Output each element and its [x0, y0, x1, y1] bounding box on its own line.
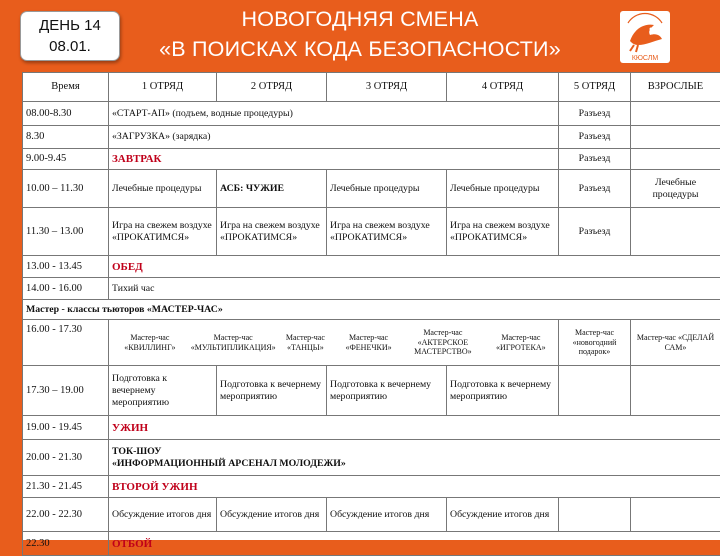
- time-cell: 19.00 - 19.45: [23, 416, 109, 440]
- table-row: [23, 256, 720, 278]
- table-row: [23, 300, 720, 320]
- unit3-cell: Обсуждение итогов дня: [327, 498, 447, 532]
- talk-show-title: «ИНФОРМАЦИОННЫЙ АРСЕНАЛ МОЛОДЕЖИ»: [112, 458, 717, 470]
- adults-cell: [631, 126, 720, 149]
- activity-cell: ОТБОЙ: [109, 532, 720, 556]
- unit1-cell: Обсуждение итогов дня: [109, 498, 217, 532]
- activity-cell: «ЗАГРУЗКА» (зарядка): [109, 126, 559, 149]
- activity-cell: ВТОРОЙ УЖИН: [109, 476, 720, 498]
- unit3-cell: Игра на свежем воздухе «ПРОКАТИМСЯ»: [327, 208, 447, 256]
- time-cell: 22.00 - 22.30: [23, 498, 109, 532]
- unit5-cell: Разъезд: [559, 126, 631, 149]
- unit1-cell: Подготовка к вечернему мероприятию: [109, 366, 217, 416]
- table-row: [23, 102, 720, 126]
- activity-cell: УЖИН: [109, 416, 720, 440]
- adults-cell: [631, 366, 720, 416]
- time-cell: 10.00 – 11.30: [23, 170, 109, 208]
- col-header: 2 ОТРЯД: [217, 73, 327, 102]
- adults-cell: [631, 102, 720, 126]
- time-cell: 22.30: [23, 532, 109, 556]
- col-header: ВЗРОСЛЫЕ: [631, 73, 720, 102]
- unit5-cell: Разъезд: [559, 170, 631, 208]
- adults-cell: [631, 208, 720, 256]
- table-row: [23, 320, 720, 366]
- activity-cell: Тихий час: [109, 278, 720, 300]
- day-box: [20, 11, 120, 61]
- col-header: 3 ОТРЯД: [327, 73, 447, 102]
- title-line-1: НОВОГОДНЯЯ СМЕНА: [130, 4, 590, 34]
- page-title: [130, 4, 590, 64]
- bird-logo-icon: [620, 11, 670, 63]
- master-class-item: Мастер-час «АКТЕРСКОЕ МАСТЕРСТВО»: [402, 328, 484, 357]
- col-header: 1 ОТРЯД: [109, 73, 217, 102]
- col-header: 4 ОТРЯД: [447, 73, 559, 102]
- master-class-item: Мастер-час «КВИЛЛИНГ»: [109, 333, 191, 352]
- talk-show-label: ТОК-ШОУ: [112, 446, 717, 458]
- time-cell: 21.30 - 21.45: [23, 476, 109, 498]
- activity-cell: [109, 440, 720, 476]
- date-label: 08.01.: [21, 36, 119, 57]
- table-header-row: [23, 73, 720, 102]
- time-cell: 9.00-9.45: [23, 149, 109, 170]
- col-header: 5 ОТРЯД: [559, 73, 631, 102]
- unit4-cell: Лечебные процедуры: [447, 170, 559, 208]
- unit3-cell: Лечебные процедуры: [327, 170, 447, 208]
- time-cell: 16.00 - 17.30: [23, 320, 109, 366]
- unit5-cell: [559, 366, 631, 416]
- table-row: [23, 476, 720, 498]
- adults-cell: [631, 149, 720, 170]
- unit5-cell: Разъезд: [559, 208, 631, 256]
- activity-cell: ЗАВТРАК: [109, 149, 559, 170]
- unit3-cell: Подготовка к вечернему мероприятию: [327, 366, 447, 416]
- master-class-item: Мастер-час «ТАНЦЫ»: [276, 333, 335, 352]
- unit1-cell: Игра на свежем воздухе «ПРОКАТИМСЯ»: [109, 208, 217, 256]
- unit1-cell: Лечебные процедуры: [109, 170, 217, 208]
- schedule-sheet: [22, 72, 720, 540]
- activity-cell: «СТАРТ-АП» (подъем, водные процедуры): [109, 102, 559, 126]
- table-row: [23, 440, 720, 476]
- unit5-cell: Разъезд: [559, 102, 631, 126]
- table-row: [23, 126, 720, 149]
- table-row: [23, 498, 720, 532]
- table-row: [23, 532, 720, 556]
- time-cell: 17.30 – 19.00: [23, 366, 109, 416]
- table-row: [23, 208, 720, 256]
- table-row: [23, 170, 720, 208]
- master-class-cell: [109, 320, 559, 366]
- unit5-cell: Разъезд: [559, 149, 631, 170]
- adults-cell: Лечебные процедуры: [631, 170, 720, 208]
- unit4-cell: Обсуждение итогов дня: [447, 498, 559, 532]
- section-title-cell: Мастер - классы тьюторов «МАСТЕР-ЧАС»: [23, 300, 720, 320]
- master-class-item: Мастер-час «ФЕНЕЧКИ»: [335, 333, 402, 352]
- unit2-cell: Подготовка к вечернему мероприятию: [217, 366, 327, 416]
- master-class-item: Мастер-час «ИГРОТЕКА»: [484, 333, 558, 352]
- time-cell: 20.00 - 21.30: [23, 440, 109, 476]
- unit2-cell: Игра на свежем воздухе «ПРОКАТИМСЯ»: [217, 208, 327, 256]
- day-label: ДЕНЬ 14: [21, 15, 119, 36]
- table-row: [23, 366, 720, 416]
- time-cell: 11.30 – 13.00: [23, 208, 109, 256]
- title-line-2: «В ПОИСКАХ КОДА БЕЗОПАСНОСТИ»: [130, 34, 590, 64]
- time-cell: 08.00-8.30: [23, 102, 109, 126]
- table-row: [23, 416, 720, 440]
- time-cell: 14.00 - 16.00: [23, 278, 109, 300]
- unit5-cell: [559, 498, 631, 532]
- unit4-cell: Игра на свежем воздухе «ПРОКАТИМСЯ»: [447, 208, 559, 256]
- col-header: Время: [23, 73, 109, 102]
- master-class-item: Мастер-час «МУЛЬТИПЛИКАЦИЯ»: [191, 333, 276, 352]
- time-cell: 8.30: [23, 126, 109, 149]
- logo-text: КЮСЛМ: [632, 55, 658, 62]
- table-row: [23, 149, 720, 170]
- schedule-table: [22, 72, 720, 556]
- unit4-cell: Подготовка к вечернему мероприятию: [447, 366, 559, 416]
- unit2-cell: АСБ: ЧУЖИЕ: [217, 170, 327, 208]
- time-cell: 13.00 - 13.45: [23, 256, 109, 278]
- master-class-item: Мастер-час «СДЕЛАЙ САМ»: [631, 320, 720, 366]
- unit2-cell: Обсуждение итогов дня: [217, 498, 327, 532]
- adults-cell: [631, 498, 720, 532]
- activity-cell: ОБЕД: [109, 256, 720, 278]
- table-row: [23, 278, 720, 300]
- master-class-item: Мастер-час «новогодний подарок»: [559, 320, 631, 366]
- logo: [620, 11, 670, 63]
